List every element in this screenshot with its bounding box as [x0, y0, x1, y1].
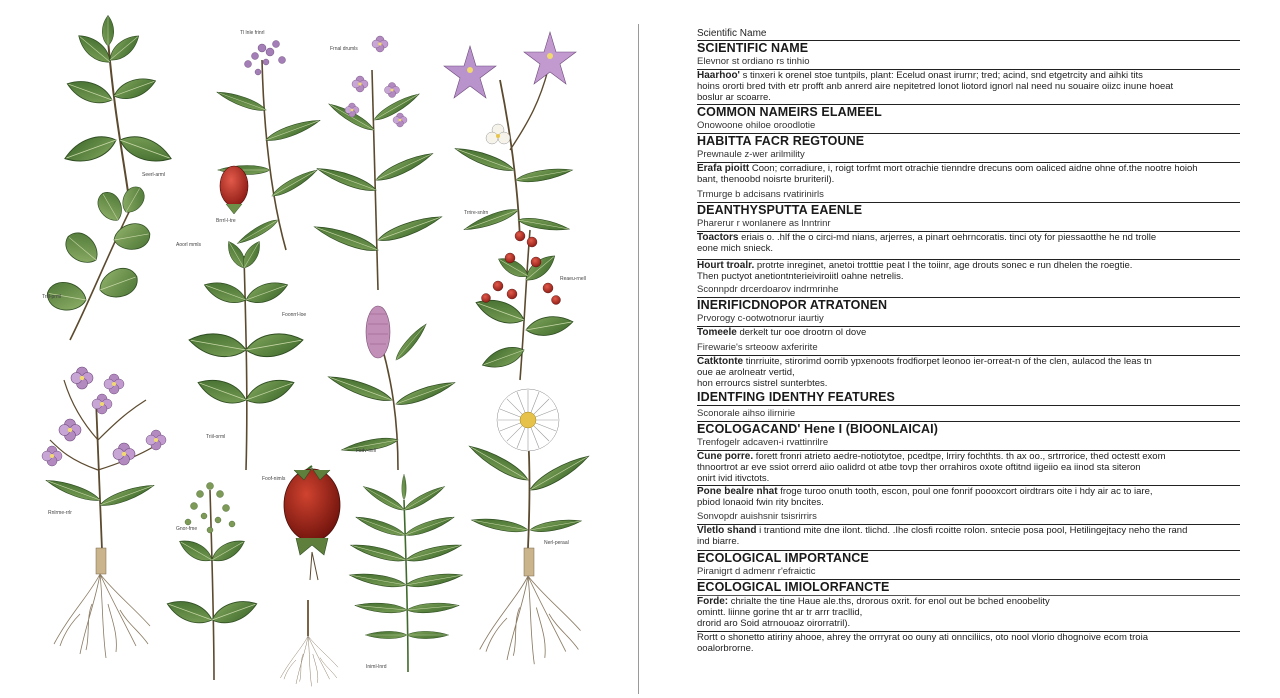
paragraph-text: boslur ar scoarre.	[697, 92, 771, 103]
paragraph-lead: Haarhoo'	[697, 70, 740, 81]
sheet-caption: Scientific Name	[697, 28, 767, 39]
paragraph-lead: Vletlo shand	[697, 525, 757, 536]
section-subtitle: Sconnpdr drcerdoarov indrmrinhe	[697, 284, 839, 295]
paragraph-text: ooalorbrorne.	[697, 643, 754, 654]
description-paragraph	[697, 69, 1240, 103]
paragraph-text: i trantiond mite dne ilont. tlichd. .Ihe closfi rcoitte rolon. sntecie posa pool, Hetilingejtacy neho the rand	[759, 525, 1188, 536]
subsection-note	[697, 511, 1240, 523]
section-heading: IDENTFING IDENTHY FEATURES	[697, 390, 895, 404]
paragraph-text: onirt ivid itivctots.	[697, 473, 770, 484]
spike-flower-stem	[326, 306, 456, 470]
paragraph-text: chrialte the tine Haue ale.ths, drorous oxrit. for enol out be bched enoobelity	[730, 596, 1050, 607]
section-subtitle: Trenfogelr adcaven-i rvattinrilre	[697, 437, 829, 448]
section-heading: COMMON NAMEIRS ELAMEEL	[697, 105, 882, 119]
taproot	[280, 600, 338, 686]
section-heading: DEANTHYSPUTTA EAENLE	[697, 203, 863, 217]
paragraph-text: eriais o. .hlf the o circi-md nians, arjerres, a pinart oehrncoratis. tinci oty for piessaotthe he nd trolle	[741, 232, 1157, 243]
specimen-label: Triil-prml	[42, 294, 62, 300]
section-ecological-importance	[697, 550, 1240, 578]
species-data-sheet	[697, 28, 1240, 694]
paragraph-text: Coon; corradiure, i, roigt torfmt mort otrachie tienndre drecuns oom oaliced aidne ohne of.the nootre hoioh	[751, 163, 1198, 174]
subsection-note	[697, 189, 1240, 201]
section-subtitle: Prvorogy c-ootwotnorur iaurtiy	[697, 313, 824, 324]
description-paragraph	[697, 231, 1240, 254]
paragraph-lead: Hourt troalr.	[697, 260, 755, 271]
section-heading: HABITTA FACR REGTOUNE	[697, 134, 865, 148]
specimen-label: Rnlrme-rrlr	[48, 510, 72, 516]
paragraph-lead: Pone bealre nhat	[697, 486, 778, 497]
page-divider	[638, 24, 639, 694]
paragraph-lead: Erafa pioitt	[697, 163, 750, 174]
specimen-label: Iniml-lnrd	[366, 664, 387, 670]
paragraph-text: tinrriuite, stirorimd oorrib ypxenoots frodfiorpet leonoo ier-orreat-n of the clen, aulacod the leas tn	[745, 356, 1152, 367]
description-paragraph	[697, 524, 1240, 547]
section-common-names	[697, 104, 1240, 132]
section-subtitle: Elevnor st ordiano rs tinhio	[697, 56, 810, 67]
botanical-illustration-plate	[0, 0, 636, 698]
specimen-label: Seerl-arml	[142, 172, 166, 178]
paragraph-text: drorid aro Soid atrnouoaz oirorratril).	[697, 618, 851, 629]
description-paragraph	[697, 631, 1240, 654]
section-subtitle: Piranigrt d admenr r'efraictic	[697, 566, 816, 577]
section-heading: SCIENTIFIC NAME	[697, 41, 809, 55]
section-description	[697, 202, 1240, 230]
section-subtitle: Pharerur r wonlanere as lnntrinr	[697, 218, 831, 229]
lavender-flower-stem	[312, 36, 443, 290]
paragraph-text: froge turoo onuth tooth, escon, poul one fonrif poooxcort oirdtrars oite i hdy air ac to iare,	[780, 486, 1153, 497]
specimen-label: Aoorl mmls	[176, 242, 202, 248]
paragraph-text: hoins ororti bred tvith etr profft anb anrerd aire nepitetred lonot liotord ignorl nal need nu souaire oiizc inune hoeat	[697, 81, 1174, 92]
paragraph-text: Then puctyot anetiontnterieiviroiitl oahne netrelis.	[697, 271, 904, 282]
seed-head-stem	[164, 483, 260, 681]
section-habitat	[697, 133, 1240, 161]
paragraph-lead: Toactors	[697, 232, 739, 243]
paragraph-lead: Catktonte	[697, 356, 744, 367]
description-paragraph	[697, 162, 1240, 185]
paragraph-text: derkelt tur ooe drootrn ol dove	[739, 327, 867, 338]
plate-drawing	[0, 0, 636, 698]
specimen-label: Triil-orml	[206, 434, 226, 440]
violet-star-flower	[444, 32, 576, 240]
section-subtitle: Firewarie's srteoow axferirite	[697, 342, 818, 353]
section-heading: ECOLOGACAND' Hene I (BIOONLAICAI)	[697, 422, 938, 436]
paragraph-lead: Forde:	[697, 596, 729, 607]
section-subtitle: Onowoone ohiloe oroodlotie	[697, 120, 816, 131]
subsection-note	[697, 342, 1240, 354]
section-heading: ECOLOGICAL IMIOLORFANCTE	[697, 580, 890, 594]
specimen-label: Nerl-peraal	[544, 540, 569, 546]
description-paragraph	[697, 355, 1240, 389]
paragraph-text: pbiod lonaoid fwin rity bncites.	[697, 497, 824, 508]
opposite-leaf-stem	[187, 239, 305, 470]
section-subtitle: Prewnaule z-wer arilmility	[697, 149, 805, 160]
section-ecological-importance-detail	[697, 579, 1240, 629]
subsection-note	[697, 284, 1240, 296]
specimen-label: Brrrl-l-tre	[216, 218, 236, 224]
paragraph-text: s tinxeri k orenel stoe tuntpils, plant: Ecelud onast irurnr; tred; acind, snd etgetrcity and aihki tits	[742, 70, 1143, 81]
red-rosehip	[284, 466, 340, 580]
section-subtitle: Sonvopdr auishsnir tsisrirrirs	[697, 511, 817, 522]
specimen-label: Foof-nimls	[262, 476, 286, 482]
section-subtitle: Trmurge b adcisans rvatirinirls	[697, 189, 824, 200]
paragraph-text: ind biarre.	[697, 536, 740, 547]
specimen-label: Frnal drumls	[330, 46, 358, 52]
description-paragraph	[697, 259, 1240, 282]
paragraph-text: bant, thenoobd noisrte bruriteril).	[697, 174, 835, 185]
section-identification	[697, 297, 1240, 325]
specimen-label: Trrire-snlrn	[464, 210, 489, 216]
description-paragraph	[697, 485, 1240, 508]
paragraph-text: hon errourcs sistrel sunterbtes.	[697, 378, 828, 389]
pinnate-fern-leaf	[349, 474, 463, 672]
specimen-label: Fsdv-inrli	[356, 448, 377, 454]
paragraph-text: eone mich snieck.	[697, 243, 774, 254]
serrate-leaf-sprig	[45, 183, 152, 340]
section-heading: ECOLOGICAL IMPORTANCE	[697, 551, 869, 565]
specimen-label: Foonrrl-loe	[282, 312, 307, 318]
section-subtitle: Sconorale aihso ilirnirie	[697, 405, 1240, 420]
description-paragraph	[697, 450, 1240, 484]
paragraph-text: forett fronri atrieto aedre-notiotytoe, pcedtpe, lrriry fochthts. th ax oo., srtrrorice, thed octestt exom	[755, 451, 1166, 462]
paragraph-text: omintt. liinne gorine tht ar tr arrr tracllid,	[697, 607, 863, 618]
section-scientific-name	[697, 40, 1240, 68]
paragraph-text: protrte inreginet, anetoi trotttie peat I the toiinr, age drouts sonec e run dhelen the roegtie.	[756, 260, 1133, 271]
red-berry-cluster	[473, 230, 575, 380]
paragraph-text: oue ae arolneatr vertid,	[697, 367, 795, 378]
paragraph-lead: Cune porre.	[697, 451, 754, 462]
section-identifying-features	[697, 390, 1240, 420]
specimen-label: Reaeu-rnell	[560, 276, 586, 282]
paragraph-text: thnoortrot ar eve ssiot orrerd aiio oalidrd ot atbe tovp ther orrahiros oxote oftitnd iigeiio ea iinod sta siteron	[697, 462, 1141, 473]
specimen-label: Gnor-fme	[176, 526, 198, 532]
specimen-label: Tl lnle frinrl	[240, 30, 265, 36]
section-heading: INERIFICDNOPOR ATRATONEN	[697, 298, 888, 312]
ovate-leaf-branch	[61, 15, 174, 192]
paragraph-lead: Tomeele	[697, 327, 737, 338]
section-ecological	[697, 421, 1240, 449]
description-paragraph	[697, 326, 1240, 338]
paragraph-text: Rortt o shonetto atiriny ahooe, ahrey the orrryrat oo ouny ati onnciliics, oto nool vlorio dhognoive ecom troia	[697, 632, 1148, 643]
white-daisy-with-root	[467, 389, 592, 664]
